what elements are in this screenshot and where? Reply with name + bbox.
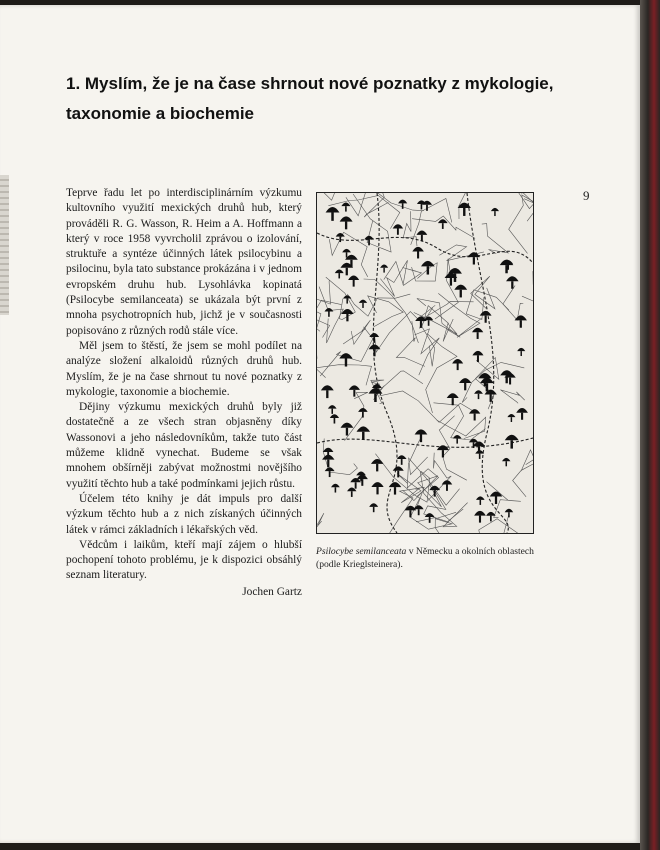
mushroom-icon <box>447 393 459 405</box>
map-graphic <box>317 193 533 533</box>
author-signature: Jochen Gartz <box>242 585 302 598</box>
mushroom-icon <box>397 455 407 465</box>
mushroom-icon <box>369 333 379 343</box>
paragraph-1: Teprve řadu let po interdisciplinárním výzkumu kultovního využití mexických druhů hub, který prováděli R. G. Wasson, R. Heim a A. Hoffmann a který v roce 1958 vyvrcholil zprávou o izolování, struktuře a syntéze účinných látek psilocybinu a psilocinu, byla tato substance prokázána i v jednom evropském druhu hub. Lysohlávka kopinatá (Psilocybe semilanceata) se ukázala být první z mnoha psychotropních hub, jichž je v současnosti popisováno z různých rodů stále více. <box>66 187 302 337</box>
book-page <box>0 5 640 843</box>
caption-species: Psilocybe semilanceata <box>316 546 407 557</box>
mushroom-icon <box>491 208 499 216</box>
mushroom-icon <box>517 348 525 356</box>
mushroom-icon <box>515 315 527 327</box>
mushroom-icon <box>357 426 371 440</box>
mushroom-icon <box>452 359 463 370</box>
mushroom-icon <box>358 408 368 418</box>
mushroom-icon <box>421 261 435 275</box>
mushroom-icon <box>371 459 383 471</box>
body-text <box>66 186 302 600</box>
mushroom-icon <box>340 216 353 229</box>
mushroom-icon <box>507 414 515 422</box>
paragraph-3: Dějiny výzkumu mexických druhů byly již dostatečně a ze všech stran objasněny díky Wassonovi a jeho následovníkům, takže tuto část můžeme klidně vynechat. Budeme se však mnohem obšírněji zabývat možnostmi novějšího využití těchto hub a také podmínkami jejich růstu. <box>66 401 302 490</box>
mushroom-icon <box>341 203 350 212</box>
mushroom-icon <box>321 385 334 398</box>
mushroom-icon <box>393 224 404 235</box>
mushroom-icon <box>369 344 381 356</box>
mushroom-icon <box>472 351 483 362</box>
mushroom-icon <box>516 408 528 420</box>
mushroom-icon <box>502 458 510 466</box>
mushroom-icon <box>347 487 356 496</box>
mushroom-icon <box>335 270 344 279</box>
mushroom-icon <box>389 482 401 494</box>
paragraph-5: Vědcům i laikům, kteří mají zájem o hlubší pochopení tohoto problému, je k dispozici obsáhlý seznam literatury. <box>66 538 302 582</box>
paragraph-4: Účelem této knihy je dát impuls pro další výzkum těchto hub a z nich získaných účinných látek v rámci základních i lékařských věd. <box>66 492 302 536</box>
figure-caption <box>316 545 556 571</box>
mushroom-icon <box>505 509 514 518</box>
mushroom-icon <box>398 200 407 209</box>
chapter-title <box>66 69 606 129</box>
page-number: 9 <box>583 188 590 203</box>
mushroom-icon <box>369 503 378 512</box>
mushroom-icon <box>322 455 334 467</box>
mushroom-icon <box>485 390 497 402</box>
mushroom-icon <box>325 467 335 477</box>
chapter-title-line2: taxonomie a biochemie <box>66 104 254 123</box>
mushroom-icon <box>469 409 480 420</box>
mushroom-icon <box>348 276 359 287</box>
mushroom-icon <box>472 328 483 339</box>
mushroom-icon <box>474 390 483 399</box>
mushroom-icon <box>415 429 428 442</box>
mushroom-icon <box>459 378 471 390</box>
mushroom-icon <box>476 496 485 505</box>
paragraph-2: Měl jsem to štěstí, že jsem se mohl podílet na analýze složení alkaloidů různých druhů hub. Myslím, že je na čase shrnout tu nové poznatky z mykologie, taxonomie a biochemie. <box>66 339 302 398</box>
mushroom-icon <box>380 265 388 273</box>
mushroom-icon <box>442 480 453 491</box>
chapter-title-line1: 1. Myslím, že je na čase shrnout nové poznatky z mykologie, <box>66 74 554 93</box>
page-gutter <box>0 175 9 315</box>
caption-text: v Německu a okolních oblastech (podle Krieglsteinera). <box>316 546 534 570</box>
mushroom-icon <box>453 435 462 444</box>
mushroom-icon <box>364 236 374 246</box>
mushroom-icon <box>480 311 492 323</box>
mushroom-icon <box>336 233 345 242</box>
mushroom-icon <box>454 285 467 298</box>
mushroom-icon <box>359 300 367 308</box>
mushroom-icon <box>412 247 424 259</box>
mushroom-icon <box>331 484 340 493</box>
mushroom-icon <box>349 385 360 396</box>
mushroom-icon <box>328 405 337 414</box>
mushroom-icon <box>438 219 448 229</box>
mushroom-icon <box>506 276 519 289</box>
page-edge <box>640 0 660 850</box>
mushroom-icon <box>474 511 486 523</box>
distribution-map <box>316 192 534 534</box>
mushroom-icon <box>326 207 340 221</box>
mushroom-icon <box>341 309 353 321</box>
mushroom-icon <box>350 478 361 489</box>
mushroom-icon <box>324 308 333 317</box>
mushroom-icon <box>371 482 383 494</box>
mushroom-icon <box>340 423 353 436</box>
mushroom-icon <box>330 414 339 423</box>
